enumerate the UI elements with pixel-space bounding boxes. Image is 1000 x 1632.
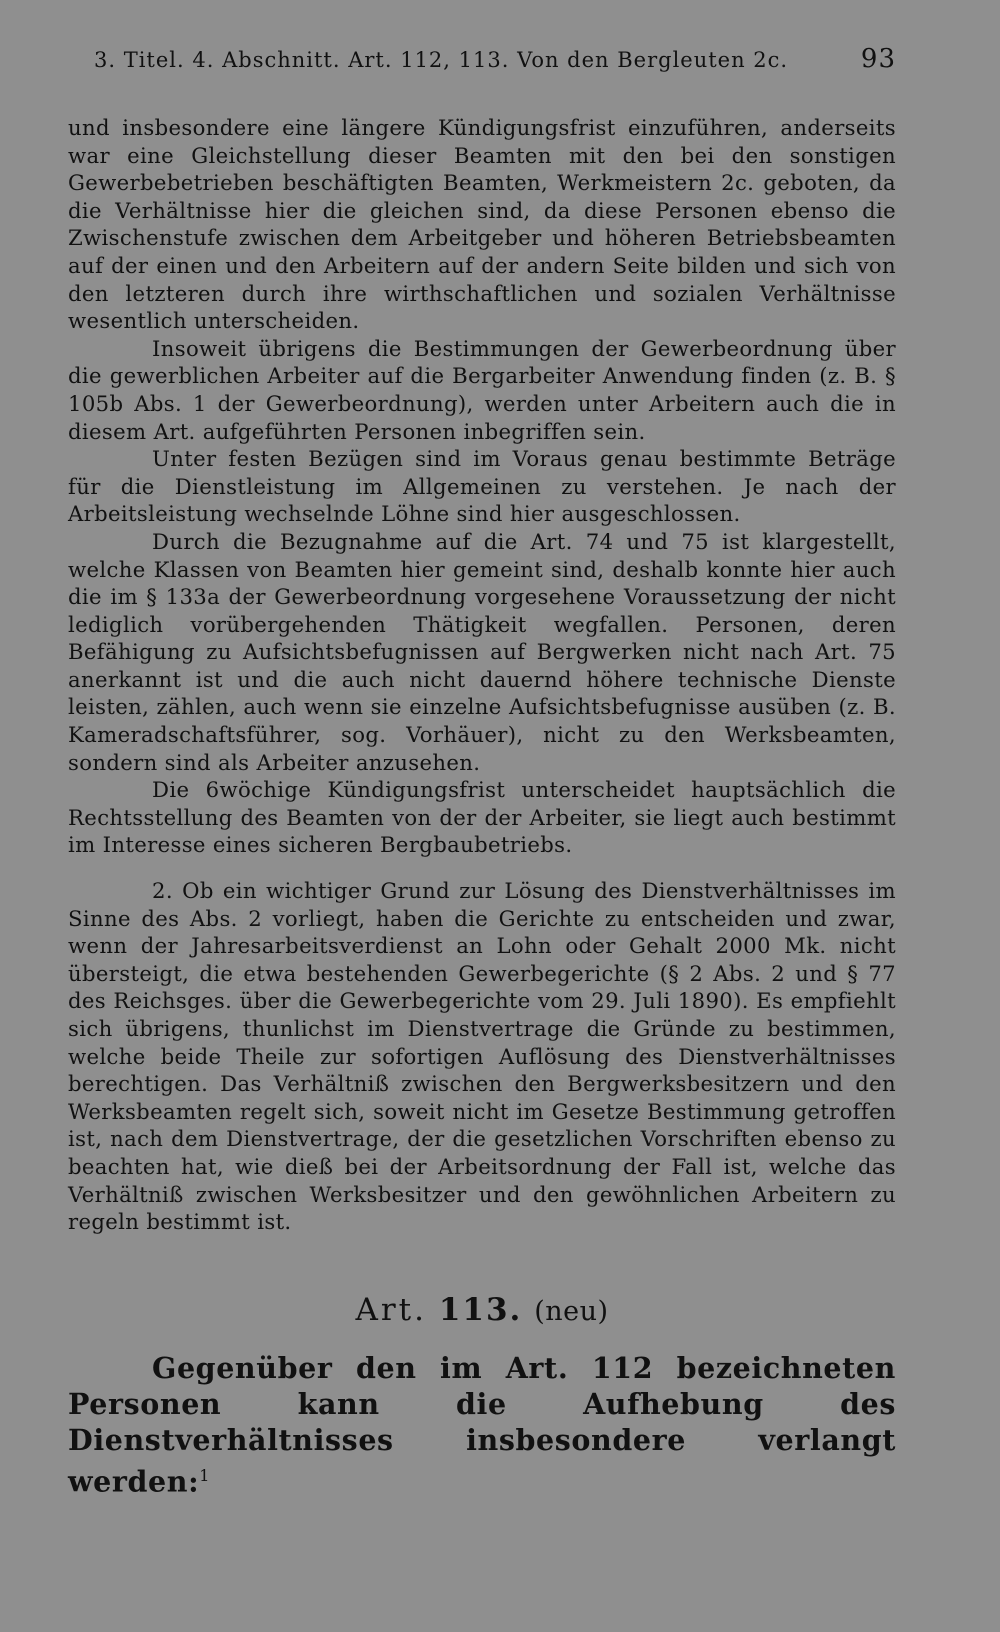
article-lead-text bbox=[68, 1350, 896, 1500]
paragraph-insoweit: Insoweit übrigens die Bestimmungen der Gewerbeordnung über die gewerblichen Arbeiter auf die Bergarbeiter Anwendung finden (z. B. § 105b Abs. 1 der Gewerbeordnung), werden unter Arbeitern auch die in diesem Art. aufgeführten Personen inbegriffen sein. bbox=[68, 335, 896, 444]
running-title: 3. Titel. 4. Abschnitt. Art. 112, 113. Von den Bergleuten 2c. bbox=[94, 48, 789, 72]
paragraph-continuation: und insbesondere eine längere Kündigungsfrist einzuführen, anderseits war eine Gleichstellung dieser Beamten mit den bei den sonstigen Gewerbebetrieben beschäftigten Beamten, Werkmeistern 2c. geboten, da die Verhältnisse hier die gleichen sind, da diese Personen ebenso die Zwischenstufe zwischen dem Arbeitgeber und höheren Betriebsbeamten auf der einen und den Arbeitern auf der andern Seite bilden und sich von den letzteren durch ihre wirthschaftlichen und sozialen Verhältnisse wesentlich unterscheiden. bbox=[68, 115, 896, 334]
article-suffix: (neu) bbox=[534, 1295, 609, 1327]
commentary-body bbox=[68, 114, 896, 1236]
article-heading bbox=[68, 1292, 896, 1328]
running-head bbox=[94, 44, 896, 84]
page-number: 93 bbox=[860, 44, 896, 74]
paragraph-bezugnahme: Durch die Bezugnahme auf die Art. 74 und 75 ist klargestellt, welche Klassen von Beamten hier gemeint sind, deshalb konnte hier auch die im § 133a der Gewerbeordnung vorgesehene Voraussetzung der nicht lediglich vorübergehenden Thätigkeit wegfallen. Personen, deren Befähigung zu Aufsichtsbefugnissen auf Bergwerken nicht nach Art. 75 anerkannt ist und die auch nicht dauernd höhere technische Dienste leisten, zählen, auch wenn sie einzelne Aufsichtsbefugnisse ausüben (z. B. Kameradschaftsführer, sog. Vorhäuer), nicht zu den Werksbeamten, sondern sind als Arbeiter anzusehen. bbox=[68, 528, 896, 775]
paragraph-feste-bezuege: Unter festen Bezügen sind im Voraus genau bestimmte Beträge für die Dienstleistung im Allgemeinen zu verstehen. Je nach der Arbeitsleistung wechselnde Löhne sind hier ausgeschlossen. bbox=[68, 446, 896, 527]
article-number: 113. bbox=[438, 1291, 523, 1328]
footnote-marker: 1 bbox=[199, 1465, 210, 1485]
paragraph-wichtiger-grund: 2. Ob ein wichtiger Grund zur Lösung des Dienstverhältnisses im Sinne des Abs. 2 vorliegt, haben die Gerichte zu entscheiden und zwar, wenn der Jahresarbeitsverdienst an Lohn oder Gehalt 2000 Mk. nicht übersteigt, die etwa bestehenden Gewerbegerichte (§ 2 Abs. 2 und § 77 des Reichsges. über die Gewerbegerichte vom 29. Juli 1890). Es empfiehlt sich übrigens, thunlichst im Dienstvertrage die Gründe zu bestimmen, welche beide Theile zur sofortigen Auflösung des Dienstverhältnisses berechtigen. Das Verhältniß zwischen den Bergwerksbesitzern und den Werksbeamten regelt sich, soweit nicht im Gesetze Bestimmung getroffen ist, nach dem Dienstvertrage, der die gesetzlichen Vorschriften ebenso zu beachten hat, wie dieß bei der Arbeitsordnung der Fall ist, welche das Verhältniß zwischen Werksbesitzer und den gewöhnlichen Arbeitern zu regeln bestimmt ist. bbox=[68, 878, 896, 1235]
paragraph-kuendigungsfrist: Die 6wöchige Kündigungsfrist unterscheidet hauptsächlich die Rechtsstellung des Beamten von der der Arbeiter, sie liegt auch bestimmt im Interesse eines sicheren Bergbaubetriebs. bbox=[68, 777, 896, 858]
article-lead-body: Gegenüber den im Art. 112 bezeichneten Personen kann die Aufhebung des Dienstverhältnisses insbesondere verlangt werden: bbox=[68, 1350, 896, 1499]
article-label: Art. bbox=[355, 1291, 427, 1328]
